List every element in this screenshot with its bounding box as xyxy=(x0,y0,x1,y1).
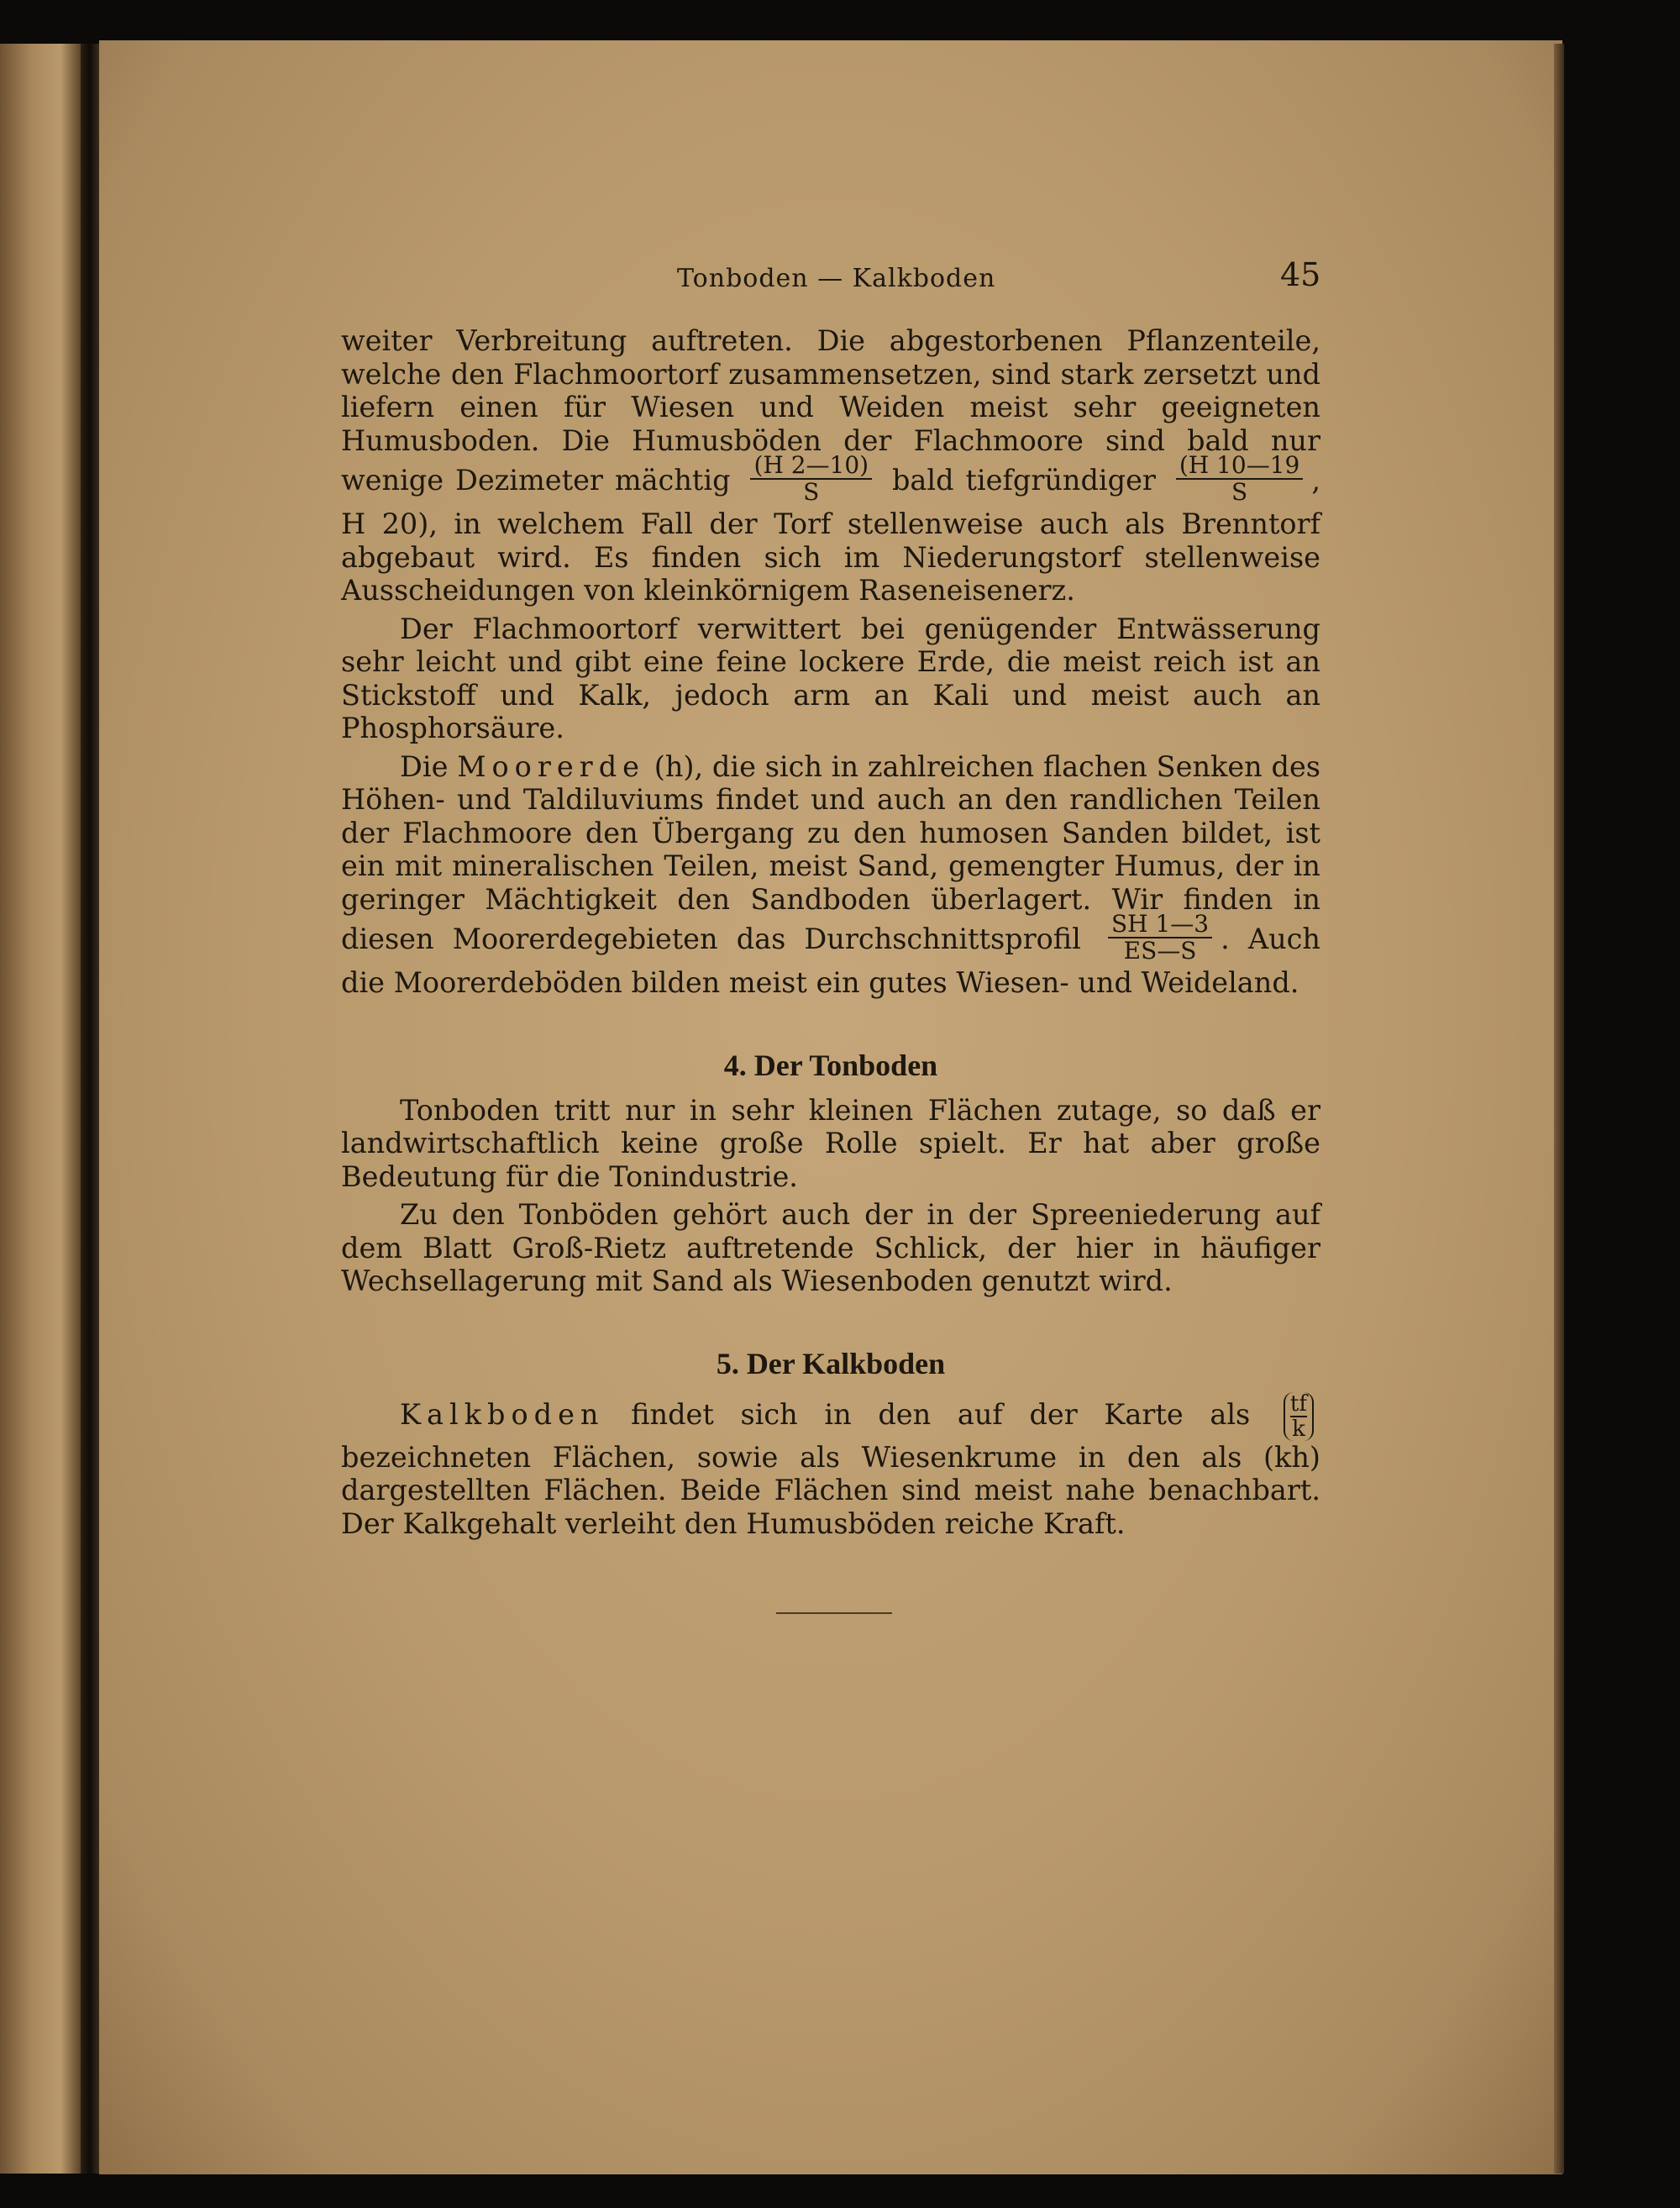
page-right-edge xyxy=(1554,44,1564,2174)
paragraph-moorerde xyxy=(341,750,1320,1000)
left-page-edge xyxy=(0,44,81,2174)
paragraph-flachmoortorf xyxy=(341,324,1320,607)
paragraph-tonboden-2: Zu den Tonböden gehört auch der in der Spreeniederung auf dem Blatt Groß-Rietz auftretende Schlick, der hier in häufiger Wechsellagerung mit Sand als Wiesenboden genutzt wird. xyxy=(341,1198,1320,1297)
closing-rule xyxy=(776,1612,892,1614)
fraction-denominator: ES—S xyxy=(1123,937,1197,965)
heading-kalkboden: 5. Der Kalkboden xyxy=(716,1346,946,1380)
text-run: Die xyxy=(400,749,449,783)
fraction-sh1-3 xyxy=(1108,912,1212,963)
fraction-denominator: S xyxy=(803,478,820,506)
page-number: 45 xyxy=(1280,256,1321,293)
fraction-h10-19 xyxy=(1176,451,1304,506)
text-run: findet sich in den auf der Karte als xyxy=(631,1397,1251,1431)
body-text xyxy=(341,324,1320,1540)
paragraph-tonboden-1: Tonboden tritt nur in sehr kleinen Flächen zutage, so daß er landwirtschaftlich keine große Rolle spielt. Er hat aber große Bedeutung für die Tonindustrie. xyxy=(341,1093,1320,1193)
fraction-numerator: (H 2—10) xyxy=(750,454,872,480)
running-header: Tonboden — Kalkboden xyxy=(677,264,996,293)
book-spine xyxy=(81,44,99,2174)
paragraph-kalkboden xyxy=(341,1392,1320,1541)
heading-tonboden: 4. Der Tonboden xyxy=(723,1048,938,1082)
text-run: weiter Verbreitung auftreten. Die abgestorbenen Pflanzenteile, welche den Flachmoortorf zusammensetzen, sind stark zersetzt und liefern einen für Wiesen und Weiden meist sehr geeigneten Humusboden. Die Humusböden der Flachmoore sind bald nur wenige Dezimeter mächtig xyxy=(341,324,1320,497)
text-run: bald tiefgründiger xyxy=(891,464,1156,497)
fraction-numerator: SH 1—3 xyxy=(1108,912,1212,938)
term-kalkboden: Kalkboden xyxy=(400,1397,605,1431)
text-run: , H 20), in welchem Fall der Torf stellenweise auch als Brenntorf abgebaut wird. Es finden sich im Niederungstorf stellenweise Ausscheidungen von kleinkörnigem Raseneisenerz. xyxy=(341,464,1321,607)
text-run: bezeichneten Flächen, sowie als Wiesenkrume in den als (kh) dargestellten Flächen. Beide Flächen sind meist nahe benachbart. Der Kalkgehalt verleiht den Humusböden reiche Kraft. xyxy=(341,1440,1320,1540)
fraction-denominator: S xyxy=(1231,478,1248,506)
paragraph-verwitterung: Der Flachmoortorf verwittert bei genügender Entwässerung sehr leicht und gibt eine feine lockere Erde, die meist reich ist an Stickstoff und Kalk, jedoch arm an Kali und meist auch an Phosphorsäure. xyxy=(341,612,1320,744)
term-moorerde: Moorerde xyxy=(457,749,645,783)
fraction-denominator: k xyxy=(1292,1416,1305,1442)
fraction-tf-k xyxy=(1284,1392,1314,1441)
fraction-numerator: (H 10—19 xyxy=(1176,454,1304,480)
text-run: (h), die sich in zahlreichen flachen Senken des Höhen- und Taldiluviums findet und auch an den randlichen Teilen der Flachmoore den Übergang zu den humosen Sanden bildet, ist ein mit mineralischen Teilen, meist Sand, gemengter Humus, der in geringer Mächtigkeit den Sandboden überlagert. Wir finden in diesen Moorerdegebieten das Durchschnittsprofil xyxy=(341,749,1320,955)
fraction-h2-10 xyxy=(750,451,872,506)
fraction-numerator: tf xyxy=(1289,1391,1307,1417)
text-run: . Auch die Moorerdeböden bilden meist ein gutes Wiesen- und Weideland. xyxy=(341,923,1320,999)
